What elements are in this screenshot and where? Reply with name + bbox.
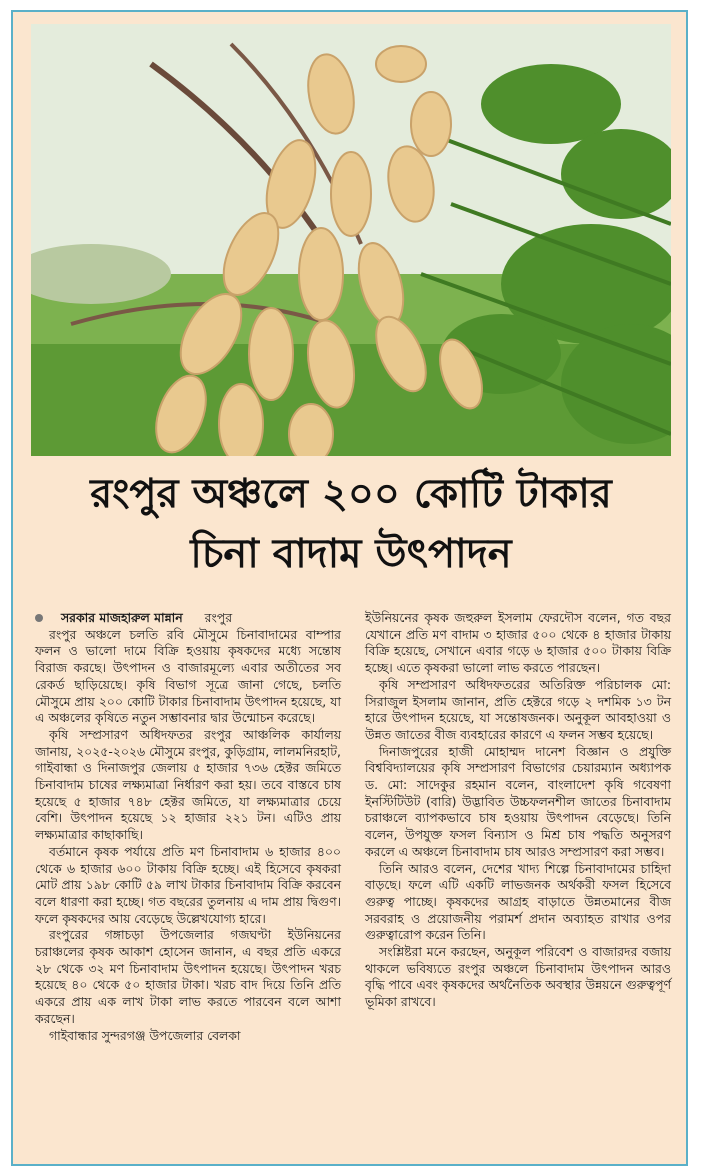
headline-line-1: রংপুর অঞ্চলে ২০০ কোটি টাকার xyxy=(90,471,612,517)
paragraph: তিনি আরও বলেন, দেশের খাদ্য শিল্পে চিনাবাদামের চাহিদা বাড়ছে। ফলে এটি একটি লাভজনক অর্থকরী ফসল হিসেবে গুরুত্ব পাচ্ছে। কৃষকদের আগ্রহ বাড়াতে উন্নতমানের বীজ সরবরাহ ও প্রয়োজনীয় পরামর্শ প্রদান অব্যাহত রাখার ওপর গুরুত্বারোপ করেন তিনি। xyxy=(365,860,671,943)
headline xyxy=(31,464,671,584)
paragraph: দিনাজপুরের হাজী মোহাম্মদ দানেশ বিজ্ঞান ও প্রযুক্তি বিশ্ববিদ্যালয়ের কৃষি সম্প্রসারণ বিভাগের চেয়ারম্যান অধ্যাপক ড. মো: সাদেকুর রহমান বলেন, বাংলাদেশ কৃষি গবেষণা ইনস্টিটিউট (বারি) উদ্ভাবিত উচ্চফলনশীল জাতের চিনাবাদাম চরাঞ্চলে ব্যাপকভাবে চাষ হওয়ায় উৎপাদন বেড়েছে। তিনি বলেন, উপযুক্ত ফসল বিন্যাস ও মিশ্র চাষ পদ্ধতি অনুসরণ করলে এ অঞ্চলে চিনাবাদাম চাষ আরও সম্প্রসারণ করা সম্ভব। xyxy=(365,743,671,859)
paragraph: রংপুর অঞ্চলে চলতি রবি মৌসুমে চিনাবাদামের বাম্পার ফলন ও ভালো দামে বিক্রি হওয়ায় কৃষকদের মধ্যে সন্তোষ বিরাজ করছে। উৎপাদন ও বাজারমূল্যে এবার অতীতের সব রেকর্ড ছাড়িয়েছে। কৃষি বিভাগ সূত্রে জানা গেছে, চলতি মৌসুমে প্রায় ২০০ কোটি টাকার চিনাবাদাম উৎপাদন হয়েছে, যা এ অঞ্চলের কৃষিতে নতুন সম্ভাবনার দ্বার উন্মোচন করেছে। xyxy=(35,626,341,726)
newspaper-clipping xyxy=(11,10,688,1166)
paragraph: বর্তমানে কৃষক পর্যায়ে প্রতি মণ চিনাবাদাম ৬ হাজার ৪০০ থেকে ৬ হাজার ৬০০ টাকায় বিক্রি হচ্ছে। এই হিসেবে কৃষকরা মোট প্রায় ১৯৮ কোটি ৫৯ লাখ টাকার চিনাবাদাম বিক্রি করবেন বলে ধারণা করা হচ্ছে। গত বছরের তুলনায় এ দাম প্রায় দ্বিগুণ। ফলে কৃষকদের আয় বেড়েছে উল্লেখযোগ্য হারে। xyxy=(35,843,341,926)
paragraph: রংপুরের গঙ্গাচড়া উপজেলার গজঘণ্টা ইউনিয়নের চরাঞ্চলের কৃষক আকাশ হোসেন জানান, এ বছর প্রতি একরে ২৮ থেকে ৩২ মণ চিনাবাদাম উৎপাদন হয়েছে। উৎপাদন খরচ হয়েছে ৪০ থেকে ৫০ হাজার টাকা। খরচ বাদ দিয়ে তিনি প্রতি একরে প্রায় এক লাখ টাকা লাভ করতে পারবেন বলে আশা করছেন। xyxy=(35,927,341,1026)
bullet-icon xyxy=(35,614,43,622)
peanut-illustration xyxy=(31,24,671,456)
byline xyxy=(35,610,341,627)
paragraph: ইউনিয়নের কৃষক জহুরুল ইসলাম ফেরদৌস বলেন, গত বছর যেখানে প্রতি মণ বাদাম ৩ হাজার ৫০০ থেকে ৪ হাজার টাকায় বিক্রি হয়েছে, সেখানে এবার গড়ে ৬ হাজার ৫০০ টাকায় বিক্রি হচ্ছে। এতে কৃষকরা ভালো লাভ করতে পারছেন। xyxy=(365,610,671,676)
article-column-left xyxy=(35,610,341,1044)
paragraph: কৃষি সম্প্রসারণ অধিদফতরের অতিরিক্ত পরিচালক মো: সিরাজুল ইসলাম জানান, প্রতি হেক্টরে গড়ে ২ দশমিক ১৩ টন হারে উৎপাদন হয়েছে, যা সন্তোষজনক। অনুকূল আবহাওয়া ও উন্নত জাতের বীজ ব্যবহারের কারণে এ ফলন সম্ভব হয়েছে। xyxy=(365,676,671,742)
byline-location: রংপুর xyxy=(204,610,233,625)
article-column-right xyxy=(365,610,671,1011)
paragraph: গাইবান্ধার সুন্দরগঞ্জ উপজেলার বেলকা xyxy=(49,1027,241,1043)
peanut-harvest-photo xyxy=(31,24,671,456)
byline-author: সরকার মাজহারুল মান্নান xyxy=(61,610,183,625)
paragraph: কৃষি সম্প্রসারণ অধিদফতর রংপুর আঞ্চলিক কার্যালয় জানায়, ২০২৫-২০২৬ মৌসুমে রংপুর, কুড়িগ্রাম, লালমনিরহাট, গাইবান্ধা ও দিনাজপুর জেলায় ৫ হাজার ৭৩৬ হেক্টর জমিতে চিনাবাদাম চাষের লক্ষ্যমাত্রা নির্ধারণ করা হয়। তবে বাস্তবে চাষ হয়েছে ৫ হাজার ৭৪৮ হেক্টর জমিতে, যা লক্ষ্যমাত্রার চেয়ে বেশি। উৎপাদন হয়েছে ১২ হাজার ২২১ টন। এটিও প্রায় লক্ষ্যমাত্রার কাছাকাছি। xyxy=(35,726,341,843)
headline-line-2: চিনা বাদাম উৎপাদন xyxy=(190,531,512,577)
paragraph: সংশ্লিষ্টরা মনে করছেন, অনুকূল পরিবেশ ও বাজারদর বজায় থাকলে ভবিষ্যতে রংপুর অঞ্চলে চিনাবাদাম উৎপাদন আরও বৃদ্ধি পাবে এবং কৃষকদের অর্থনৈতিক অবস্থার উন্নয়নে গুরুত্বপূর্ণ ভূমিকা রাখবে। xyxy=(365,944,671,1010)
article-body xyxy=(35,610,671,1150)
